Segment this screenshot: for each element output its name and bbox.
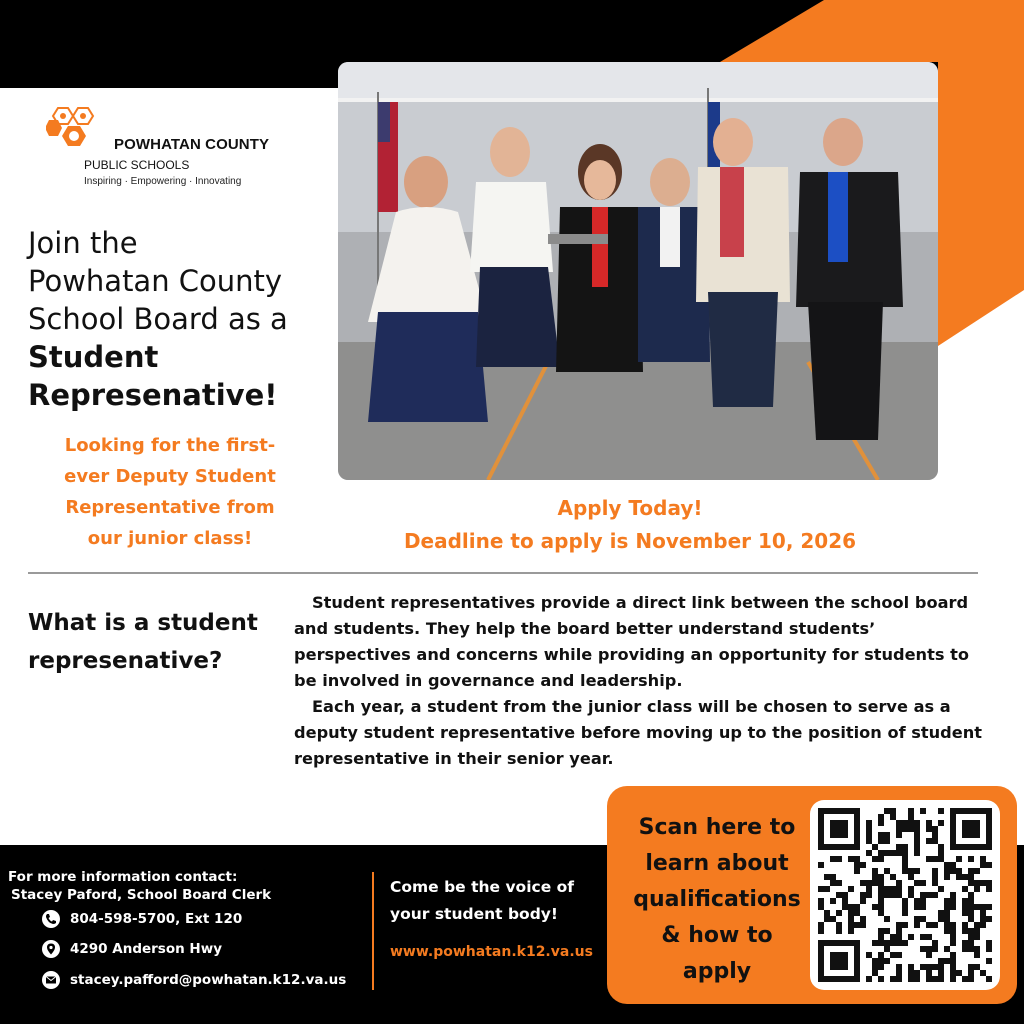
deadline-text: Deadline to apply is November 10, 2026	[403, 529, 857, 553]
deputy-callout	[40, 430, 300, 554]
logo-tagline: Inspiring · Empowering · Innovating	[84, 176, 242, 187]
contact-heading-line: For more information contact:	[8, 869, 238, 885]
email-icon	[42, 971, 60, 989]
apply-deadline	[380, 492, 880, 558]
headline-bold-line: Student	[28, 340, 159, 374]
scan-line: apply	[682, 959, 752, 984]
location-pin-icon	[42, 940, 60, 958]
logo-subtitle: PUBLIC SCHOOLS	[84, 158, 190, 172]
qr-code-icon	[810, 800, 1000, 990]
district-logo	[46, 106, 276, 196]
headline	[28, 224, 338, 414]
voice-line: Come be the voice of	[390, 878, 574, 896]
address-row	[42, 938, 222, 960]
section-divider	[28, 572, 978, 574]
section-heading	[28, 604, 288, 680]
board-group-photo	[338, 62, 938, 480]
scan-line: Scan here to	[638, 815, 796, 840]
website-link[interactable]: www.powhatan.k12.va.us	[390, 944, 593, 960]
qr-code[interactable]	[810, 800, 1000, 990]
phone-row	[42, 908, 242, 930]
voice-line: your student body!	[390, 905, 558, 923]
section-heading-line: represenative?	[28, 648, 223, 674]
phone-text[interactable]: 804-598-5700, Ext 120	[70, 911, 243, 927]
headline-bold-line: Represenative!	[28, 378, 278, 412]
phone-icon	[42, 910, 60, 928]
section-heading-line: What is a student	[28, 610, 258, 636]
footer-divider	[372, 872, 374, 990]
description	[294, 590, 984, 772]
description-paragraph: Each year, a student from the junior class will be chosen to serve as a deputy student representative before moving up to the position of student representative in their senior year.	[294, 697, 982, 768]
voice-message	[390, 874, 600, 928]
callout-line: our junior class!	[87, 528, 253, 549]
logo-name: POWHATAN COUNTY	[114, 136, 270, 153]
email-row	[42, 969, 346, 991]
email-text[interactable]: stacey.pafford@powhatan.k12.va.us	[70, 972, 347, 988]
scan-line: learn about	[645, 851, 789, 876]
scan-line: qualifications	[633, 887, 801, 912]
scan-line: & how to	[661, 923, 773, 948]
hexagon-logo-icon	[46, 106, 106, 152]
contact-name: Stacey Paford, School Board Clerk	[11, 887, 272, 903]
scan-instructions	[622, 810, 812, 990]
callout-line: Looking for the first-	[64, 435, 276, 456]
contact-heading	[8, 868, 271, 904]
headline-line: Join the	[28, 226, 138, 260]
description-paragraph: Student representatives provide a direct link between the school board and students. They help the board better understand students’ perspectives and concerns while providing an opportunity for students to be involved in governance and leadership.	[294, 593, 969, 690]
apply-title: Apply Today!	[557, 496, 703, 520]
headline-line: School Board as a	[28, 302, 288, 336]
callout-line: Representative from	[65, 497, 275, 518]
headline-line: Powhatan County	[28, 264, 283, 298]
address-text: 4290 Anderson Hwy	[70, 941, 223, 957]
callout-line: ever Deputy Student	[64, 466, 276, 487]
